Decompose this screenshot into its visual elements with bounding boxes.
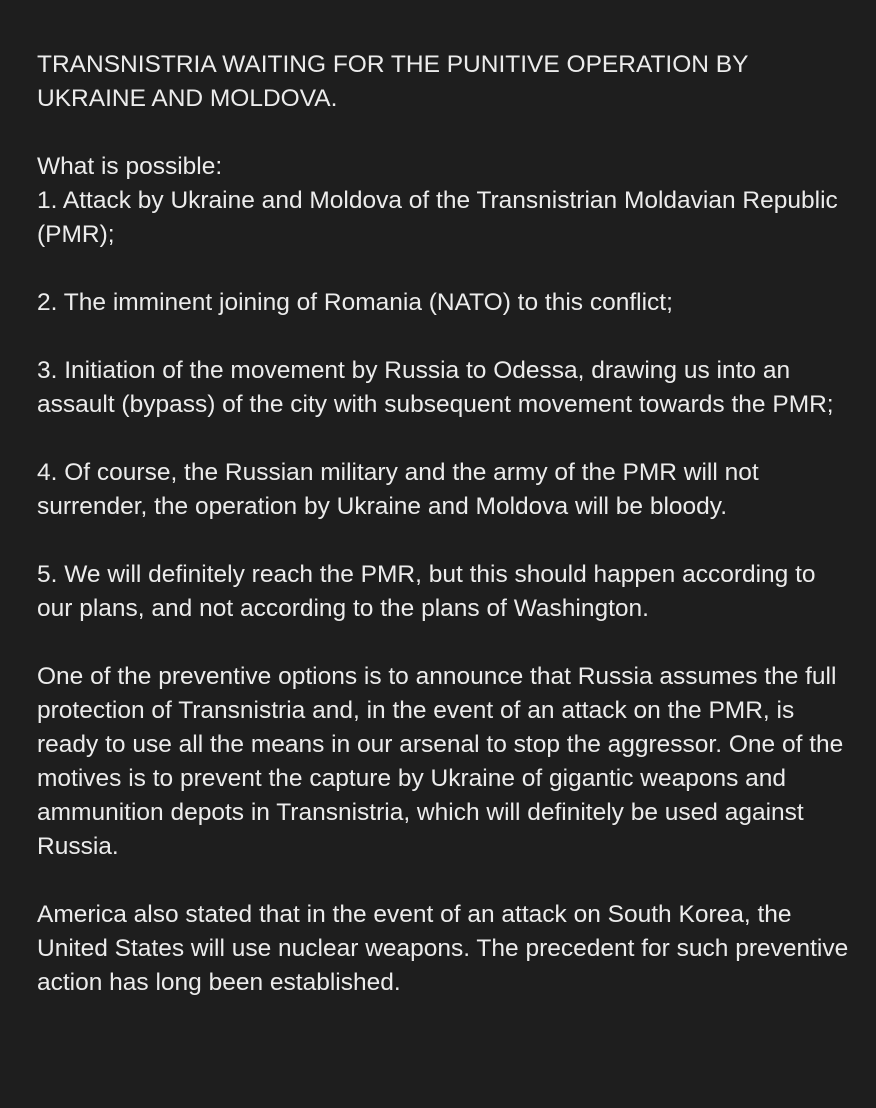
post-intro: What is possible:: [37, 153, 223, 180]
post-point-4: 4. Of course, the Russian military and the army of the PMR will not surrender, the operation by Ukraine and Moldova will be bloody.: [37, 459, 759, 520]
post-points: [37, 150, 857, 252]
post-point-5: 5. We will definitely reach the PMR, but this should happen according to our plans, and not according to the plans of Washington.: [37, 561, 816, 622]
post-preventive-paragraph: One of the preventive options is to announce that Russia assumes the full protection of Transnistria and, in the event of an attack on the PMR, is ready to use all the means in our arsenal to stop the aggressor. One of the motives is to prevent the capture by Ukraine of gigantic weapons and ammunition depots in Transnistria, which will definitely be used against Russia.: [37, 663, 844, 860]
post-point-3: 3. Initiation of the movement by Russia to Odessa, drawing us into an assault (bypass) of the city with subsequent movement towards the PMR;: [37, 357, 834, 418]
post-title: TRANSNISTRIA WAITING FOR THE PUNITIVE OPERATION BY UKRAINE AND MOLDOVA.: [37, 51, 749, 112]
post-precedent-paragraph: America also stated that in the event of an attack on South Korea, the United States will use nuclear weapons. The precedent for such preventive action has long been established.: [37, 901, 849, 996]
message-body: [37, 48, 857, 1000]
post-point-1: 1. Attack by Ukraine and Moldova of the Transnistrian Moldavian Republic (PMR);: [37, 187, 838, 248]
post-point-2: 2. The imminent joining of Romania (NATO) to this conflict;: [37, 289, 673, 316]
